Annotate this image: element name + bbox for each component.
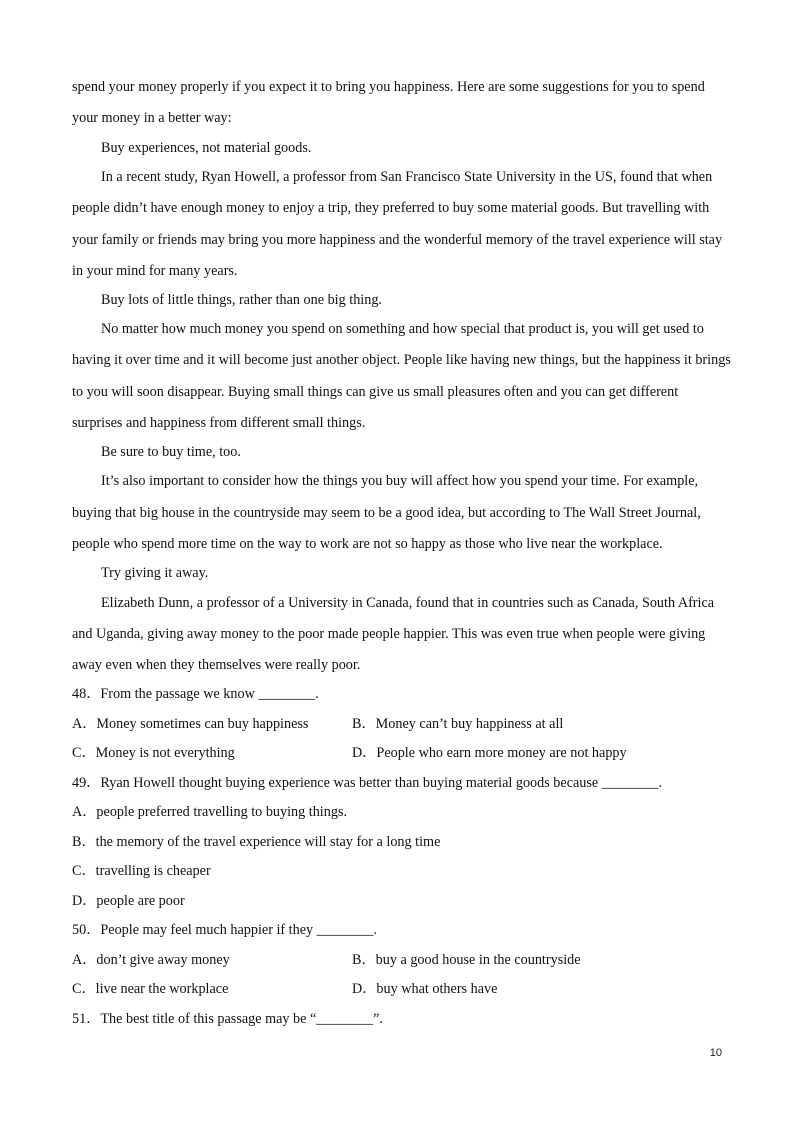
passage-line: No matter how much money you spend on something and how special that product is, you will get used to — [101, 321, 704, 337]
option-a[interactable]: A．Money sometimes can buy happiness — [72, 716, 309, 732]
passage-line: in your mind for many years. — [72, 263, 238, 279]
option-b[interactable]: B．Money can’t buy happiness at all — [352, 716, 564, 732]
passage-line: and Uganda, giving away money to the poor made people happier. This was even true when people were giving — [72, 626, 706, 642]
passage-line: Elizabeth Dunn, a professor of a University in Canada, found that in countries such as Canada, South Africa — [101, 595, 715, 611]
question-stem: 50．People may feel much happier if they ________. — [72, 922, 377, 938]
passage-line: your family or friends may bring you more happiness and the wonderful memory of the travel experience will stay — [72, 232, 723, 248]
passage-line: spend your money properly if you expect it to bring you happiness. Here are some suggestions for you to spend — [72, 79, 705, 95]
option-d[interactable]: D．people are poor — [72, 893, 185, 909]
option-a[interactable]: A．people preferred travelling to buying things. — [72, 804, 348, 820]
question-stem: 51．The best title of this passage may be “________”. — [72, 1011, 383, 1027]
question-stem: 48．From the passage we know ________. — [72, 686, 319, 702]
passage-line: people didn’t have enough money to enjoy a trip, they preferred to buy some material goods. But travelling with — [72, 200, 710, 216]
option-c[interactable]: C．Money is not everything — [72, 745, 235, 761]
passage-line: It’s also important to consider how the things you buy will affect how you spend your time. For example, — [101, 473, 699, 489]
option-b[interactable]: B．buy a good house in the countryside — [352, 952, 581, 968]
passage-line: your money in a better way: — [72, 110, 232, 126]
passage-line: to you will soon disappear. Buying small things can give us small pleasures often and you can get different — [72, 384, 679, 400]
section-heading: Buy lots of little things, rather than one big thing. — [101, 292, 382, 308]
page-number: 10 — [709, 1047, 722, 1059]
passage-line: surprises and happiness from different small things. — [72, 415, 366, 431]
option-c[interactable]: C．live near the workplace — [72, 981, 229, 997]
passage-line: away even when they themselves were really poor. — [72, 657, 361, 673]
section-heading: Buy experiences, not material goods. — [101, 140, 312, 156]
section-heading: Try giving it away. — [101, 565, 209, 581]
option-a[interactable]: A．don’t give away money — [72, 952, 230, 968]
option-b[interactable]: B．the memory of the travel experience will stay for a long time — [72, 834, 441, 850]
passage-line: In a recent study, Ryan Howell, a professor from San Francisco State University in the US, found that when — [101, 169, 713, 185]
passage-line: buying that big house in the countryside may seem to be a good idea, but according to The Wall Street Journal, — [72, 505, 701, 521]
option-c[interactable]: C．travelling is cheaper — [72, 863, 211, 879]
passage-line: having it over time and it will become just another object. People like having new things, but the happiness it brings — [72, 352, 731, 368]
option-d[interactable]: D．People who earn more money are not happy — [352, 745, 627, 761]
question-stem: 49．Ryan Howell thought buying experience was better than buying material goods because ________. — [72, 775, 663, 791]
section-heading: Be sure to buy time, too. — [101, 444, 241, 460]
option-d[interactable]: D．buy what others have — [352, 981, 498, 997]
passage-line: people who spend more time on the way to work are not so happy as those who live near the workplace. — [72, 536, 663, 552]
